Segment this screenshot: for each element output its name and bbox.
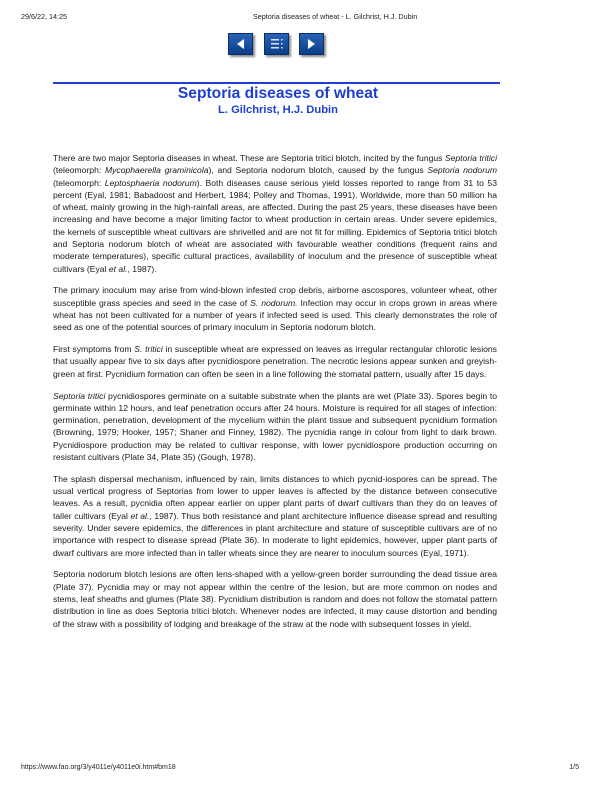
document-authors: L. Gilchrist, H.J. Dubin [218, 104, 338, 116]
print-url: https://www.fao.org/3/y4011e/y4011e0i.htm#bm18 [21, 764, 176, 771]
print-datetime: 29/6/22, 14:25 [21, 12, 67, 21]
text-run: The primary inoculum may arise from wind-blown infested crop debris, airborne ascospores, volunteer wheat, other susceptible grass species and seed in the case of [53, 285, 497, 308]
text-run: First symptoms from [53, 344, 135, 355]
paragraph [53, 473, 497, 559]
text-run: , 1987). [127, 263, 157, 274]
print-header [21, 12, 579, 24]
document-title: Septoria diseases of wheat [177, 85, 379, 102]
italic-term: et al. [130, 510, 150, 521]
arrow-left-icon [229, 34, 252, 54]
text-run: (teleomorph: [53, 177, 105, 188]
paragraph [53, 284, 497, 333]
italic-term: S. tritici [134, 344, 163, 355]
next-page-button[interactable] [299, 33, 324, 55]
paragraph [53, 152, 497, 275]
document-body [53, 152, 497, 639]
text-run: Infection may occur in crops grown in areas where wheat has not been cultivated for a number of years if infected seed is used. This clearly demonstrates the role of seed as one of the potential sources of primary inoculum in Septoria nodorum blotch. [53, 297, 497, 333]
document-navigation [228, 33, 328, 57]
italic-term: Leptosphaeria nodorum [104, 177, 197, 188]
print-page-title: Septoria diseases of wheat - L. Gilchrist, H.J. Dubin [253, 12, 418, 21]
italic-term: Septoria nodorum [427, 165, 498, 176]
arrow-right-icon [300, 34, 323, 54]
paragraph [53, 568, 497, 629]
italic-term: Mycophaerella graminicola [104, 165, 209, 176]
italic-term: et al. [108, 263, 128, 274]
text-run: There are two major Septoria diseases in wheat. These are Septoria tritici blotch, incited by the fungus [53, 153, 445, 163]
text-run: ). Both diseases cause serious yield losses reported to range from 31 to 53 percent (Eyal, 1981; Babadoost and Herbert, 1984; Polley and Thomas, 1991). Worldwide, more than 50 million ha of wheat, mainly growing in the high-rainfall areas, are affected. During the past 25 years, these diseases have been increasing and have become a major limiting factor to wheat production in certain areas. Under severe epidemics, the kernels of susceptible wheat cultivars are shrivelled and are not fit for milling. Epidemics of Septoria tritici blotch and Septoria nodorum blotch of wheat are associated with favourable weather conditions (frequent rains and moderate temperatures), specific cultural practices, availability of inoculum and the presence of susceptible wheat cultivars (Eyal [53, 177, 497, 274]
text-run: in susceptible wheat are expressed on leaves as irregular rectangular chlorotic lesions that usually appear five to six days after pycnidiospore penetration. The necrotic lesions appear sunken and greyish-green at first. Pycnidium formation can often be seen in a line following the stomatal pattern, usually after 15 days. [53, 344, 497, 379]
text-run: (teleomorph: [53, 165, 105, 176]
text-run: ), and Septoria nodorum blotch, caused by the fungus [208, 165, 428, 176]
text-run: , 1987). Thus both resistance and plant architecture influence disease spread and resulting severity. Under severe epidemics, the differences in plant architecture and stature of susceptible cultivars are of no importance with respect to disease spread (Plate 36). In moderate to light epidemics, however, upper plant parts of dwarf cultivars are more infected than in taller wheats since they are nearer to inoculum sources (Eyal, 1971). [53, 510, 497, 558]
previous-page-button[interactable] [228, 33, 253, 55]
text-run: The splash dispersal mechanism, influenced by rain, limits distances to which pycnid-iospores can be spread. The usual vertical progress of Septorias from lower to upper leaves is affected by the distance between consecutive leaves. As a result, pycnidia often appear earlier on upper plant parts of dwarf cultivars than they do on leaves of taller cultivars (Eyal [53, 473, 497, 521]
header-divider [53, 82, 500, 84]
italic-term: Septoria tritici [444, 153, 497, 163]
text-run: pycnidiospores germinate on a suitable substrate when the plants are wet (Plate 33). Spores begin to germinate within 12 hours, and leaf penetration occurs after 24 hours. Moisture is required for all stages of infection: germination, penetration, development of the mycelium within the plant tissue and subsequent pycnidium formation (Browning, 1979; Hooker, 1957; Shaner and Finney, 1982). The pycnidia range in colour from light to dark brown. Pycnidiospore production may be related to cultivar response, with lower pycnidiospore production occurring on resistant cultivars (Plate 34, Plate 35) (Gough, 1978). [53, 390, 497, 463]
list-icon [265, 34, 288, 54]
paragraph [53, 343, 497, 380]
table-of-contents-button[interactable] [264, 33, 289, 55]
text-run: Septoria nodorum blotch lesions are often lens-shaped with a yellow-green border surrounding the dead tissue area (Plate 37). Pycnidia may or may not appear within the centre of the lesion, but are more common on nodes and stems, leaf sheaths and glumes (Plate 38). Pycnidium distribution is random and does not follow the stomatal pattern distribution in line as does Septoria tritici blotch. Whenever nodes are infected, it may cause distortion and bending of the straw with a possibility of lodging and breakage of the straw at the node with subsequent losses in yield. [53, 569, 497, 629]
italic-term: S. nodorum. [250, 297, 298, 308]
paragraph [53, 390, 497, 464]
italic-term: Septoria tritici [53, 390, 106, 401]
page-number: 1/5 [569, 764, 579, 771]
